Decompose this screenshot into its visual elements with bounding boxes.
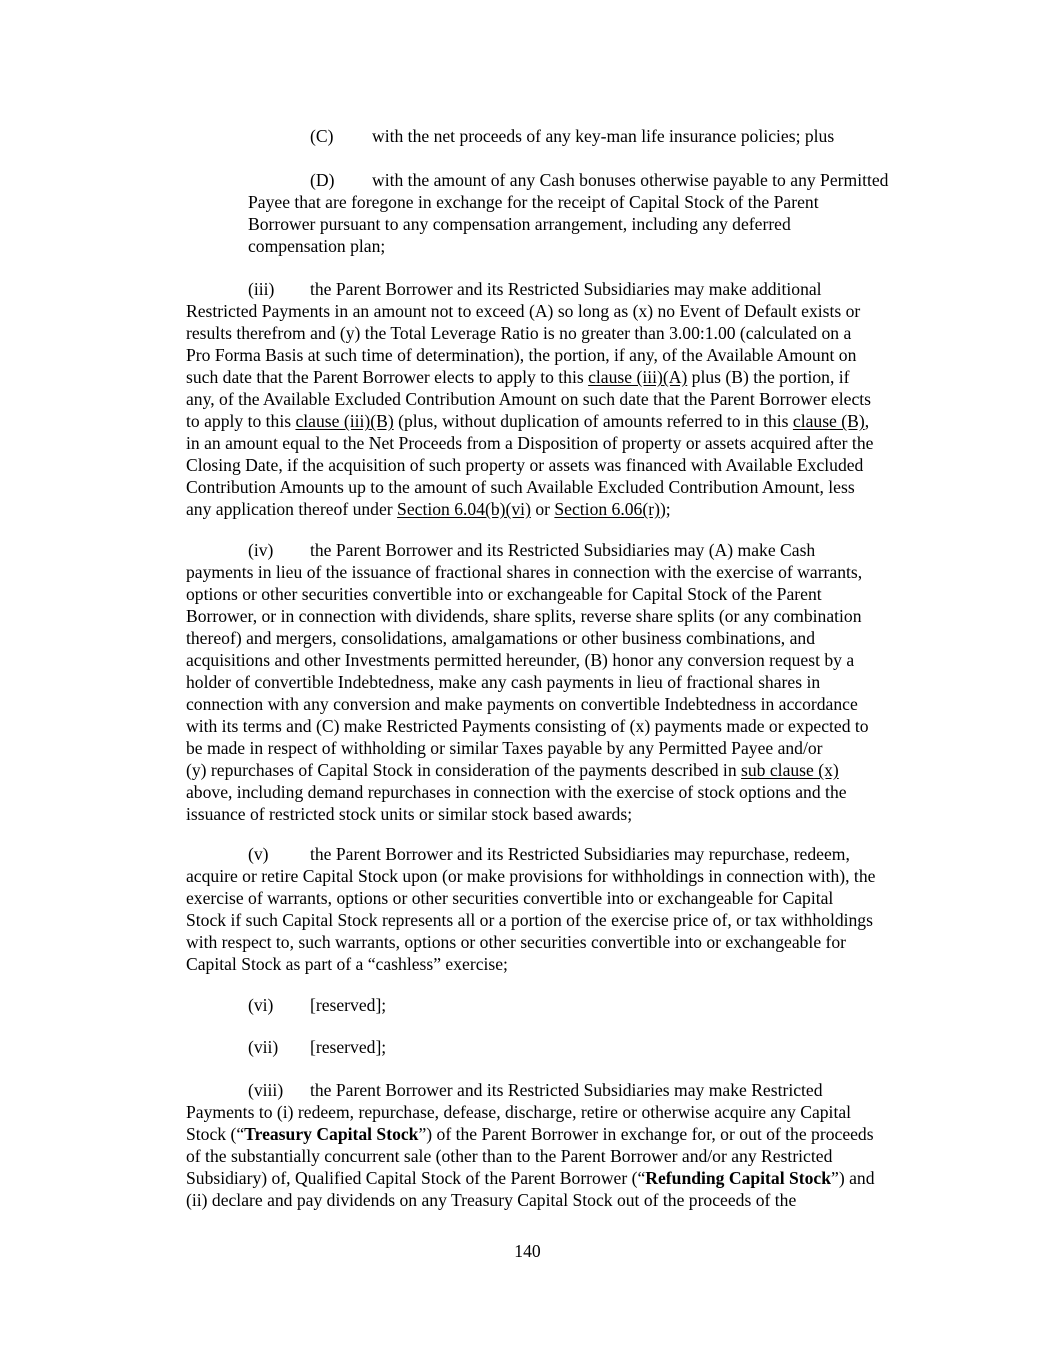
clause-iii-line-3: results therefrom and (y) the Total Leverage Ratio is no greater than 3.00:1.00 (calculated on a — [186, 323, 852, 343]
page-number: 140 — [514, 1241, 541, 1261]
clause-iv-line-12: above, including demand repurchases in connection with the exercise of stock options and the — [186, 782, 847, 802]
clause-reference: clause (iii)(B) — [295, 411, 394, 431]
clause-viii-label: (viii) — [248, 1080, 284, 1100]
clause-viii-line-5: Subsidiary) of, Qualified Capital Stock of the Parent Borrower (“Refunding Capital Stock”) and — [186, 1168, 875, 1188]
clause-iii-line-9: Closing Date, if the acquisition of such property or assets was financed with Available Excluded — [186, 455, 864, 475]
clause-iii-line-8: in an amount equal to the Net Proceeds from a Disposition of property or assets acquired after the — [186, 433, 874, 453]
clause-viii-line-4: of the substantially concurrent sale (other than to the Parent Borrower and/or any Restricted — [186, 1146, 833, 1166]
defined-term: Treasury Capital Stock — [244, 1124, 419, 1144]
clause-iv-line-13: issuance of restricted stock units or similar stock based awards; — [186, 804, 633, 824]
clause-iv-line-8: connection with any conversion and make payments on convertible Indebtedness in accordance — [186, 694, 858, 714]
clause-v-line-1: (v) the Parent Borrower and its Restricted Subsidiaries may repurchase, redeem, — [248, 844, 850, 864]
clause-iii-line-6: any, of the Available Excluded Contribution Amount on such date that the Parent Borrower elects — [186, 389, 872, 409]
clause-viii-line-2: Payments to (i) redeem, repurchase, defease, discharge, retire or otherwise acquire any Capital — [186, 1102, 852, 1122]
clause-iv-line-2: payments in lieu of the issuance of fractional shares in connection with the exercise of warrants, — [186, 562, 863, 582]
clause-d-line-3: Borrower pursuant to any compensation arrangement, including any deferred — [248, 214, 791, 234]
defined-term: Refunding Capital Stock — [645, 1168, 832, 1188]
clause-v-line-3: exercise of warrants, options or other securities convertible into or exchangeable for Capital — [186, 888, 834, 908]
clause-c-line-1: (C) with the net proceeds of any key-man life insurance policies; plus — [310, 126, 835, 146]
clause-iv-label: (iv) — [248, 540, 274, 560]
clause-iv-line-7: holder of convertible Indebtedness, make any cash payments in lieu of fractional shares in — [186, 672, 821, 692]
clause-d-line-4: compensation plan; — [248, 236, 386, 256]
clause-iii-line-5: such date that the Parent Borrower elects to apply to this clause (iii)(A) plus (B) the portion, if — [186, 367, 850, 387]
clause-viii-line-6: (ii) declare and pay dividends on any Treasury Capital Stock out of the proceeds of the — [186, 1190, 797, 1210]
clause-v-line-2: acquire or retire Capital Stock upon (or make provisions for withholdings in connection with), the — [186, 866, 876, 886]
section-reference: Section 6.06(r) — [554, 499, 660, 519]
clause-d-line-1: (D) with the amount of any Cash bonuses otherwise payable to any Permitted — [310, 170, 889, 190]
clause-reference: sub clause (x) — [741, 760, 839, 780]
clause-iii-line-11: any application thereof under Section 6.04(b)(vi) or Section 6.06(r)); — [186, 499, 671, 519]
clause-iv-line-9: with its terms and (C) make Restricted Payments consisting of (x) payments made or expected to — [186, 716, 869, 736]
clause-v-line-5: with respect to, such warrants, options or other securities convertible into or exchangeable for — [186, 932, 847, 952]
clause-viii-line-1: (viii) the Parent Borrower and its Restricted Subsidiaries may make Restricted — [248, 1080, 823, 1100]
clause-c-label: (C) — [310, 126, 334, 146]
clause-v-label: (v) — [248, 844, 269, 864]
section-reference: Section 6.04(b)(vi) — [397, 499, 531, 519]
clause-iv-line-10: be made in respect of withholding or similar Taxes payable by any Permitted Payee and/or — [186, 738, 823, 758]
clause-reference: clause (iii)(A) — [588, 367, 688, 387]
clause-reference: clause (B) — [792, 411, 865, 431]
clause-v-line-6: Capital Stock as part of a “cashless” exercise; — [186, 954, 508, 974]
clause-iii-line-1: (iii) the Parent Borrower and its Restricted Subsidiaries may make additional — [248, 279, 822, 299]
clause-v-line-4: Stock if such Capital Stock represents all or a portion of the exercise price of, or tax withholdings — [186, 910, 873, 930]
clause-iii-line-2: Restricted Payments in an amount not to exceed (A) so long as (x) no Event of Default exists or — [186, 301, 861, 321]
clause-viii-line-3: Stock (“Treasury Capital Stock”) of the Parent Borrower in exchange for, or out of the proceeds — [186, 1124, 874, 1144]
clause-iv-line-3: options or other securities convertible into or exchangeable for Capital Stock of the Parent — [186, 584, 822, 604]
clause-iv-line-5: thereof) and mergers, consolidations, amalgamations or other business combinations, and — [186, 628, 815, 648]
clause-iii-line-10: Contribution Amounts up to the amount of such Available Excluded Contribution Amount, less — [186, 477, 855, 497]
clause-vii-label: (vii) — [248, 1037, 279, 1057]
clause-iii-label: (iii) — [248, 279, 275, 299]
clause-iv-line-1: (iv) the Parent Borrower and its Restricted Subsidiaries may (A) make Cash — [248, 540, 816, 560]
clause-d-label: (D) — [310, 170, 335, 190]
clause-iv-line-4: Borrower, or in connection with dividends, share splits, reverse share splits (or any combination — [186, 606, 862, 626]
clause-vi-label: (vi) — [248, 995, 274, 1015]
clause-d-line-2: Payee that are foregone in exchange for the receipt of Capital Stock of the Parent — [248, 192, 819, 212]
clause-iv-line-11: (y) repurchases of Capital Stock in consideration of the payments described in sub clause (x) — [186, 760, 839, 780]
clause-iv-line-6: acquisitions and other Investments permitted hereunder, (B) honor any conversion request by a — [186, 650, 855, 670]
clause-vi: (vi) [reserved]; — [248, 995, 387, 1015]
clause-iii-line-4: Pro Forma Basis at such time of determination), the portion, if any, of the Available Amount on — [186, 345, 857, 365]
clause-vii: (vii) [reserved]; — [248, 1037, 387, 1057]
clause-iii-line-7: to apply to this clause (iii)(B) (plus, without duplication of amounts referred to in this clause (B), — [186, 411, 870, 431]
